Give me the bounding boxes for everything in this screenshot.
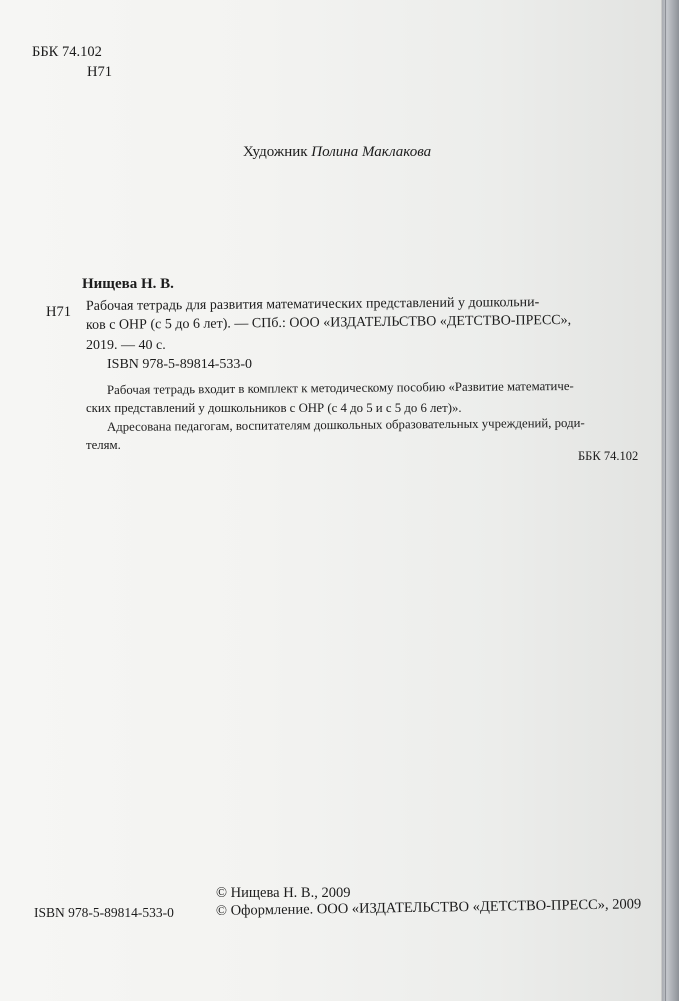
artist-credit — [243, 144, 431, 161]
artist-name: Полина Маклакова — [311, 144, 432, 160]
author-mark-top: Н71 — [87, 64, 112, 80]
annotation-line: Рабочая тетрадь входит в комплект к методическому пособию «Развитие математиче- — [106, 378, 574, 397]
isbn-footer: ISBN 978-5-89814-533-0 — [34, 905, 174, 920]
author-mark-left: Н71 — [46, 304, 71, 320]
copyright-design: © Оформление. ООО «ИЗДАТЕЛЬСТВО «ДЕТСТВО-ПРЕСС», 2009 — [215, 896, 642, 919]
description-line: Рабочая тетрадь для развития математических представлений у дошкольни- — [85, 295, 540, 314]
isbn-record: ISBN 978-5-89814-533-0 — [107, 357, 253, 372]
description-line: 2019. — 40 с. — [86, 338, 166, 353]
bbk-code-top: ББК 74.102 — [32, 44, 102, 60]
bbk-code-right: ББК 74.102 — [578, 449, 639, 463]
annotation-line: ских представлений у дошкольников с ОНР (с 4 до 5 и с 5 до 6 лет)». — [86, 401, 462, 415]
page-edge-line — [665, 0, 666, 1001]
artist-label: Художник — [243, 144, 308, 160]
description-line: ков с ОНР (с 5 до 6 лет). — СПб.: ООО «ИЗДАТЕЛЬСТВО «ДЕТСТВО-ПРЕСС», — [85, 312, 572, 333]
copyright-author: © Нищева Н. В., 2009 — [216, 885, 351, 901]
annotation-line: Адресована педагогам, воспитателям дошкольных образовательных учреждений, роди- — [106, 415, 585, 434]
annotation-line: телям. — [86, 438, 121, 452]
author-name: Нищева Н. В. — [82, 276, 174, 292]
